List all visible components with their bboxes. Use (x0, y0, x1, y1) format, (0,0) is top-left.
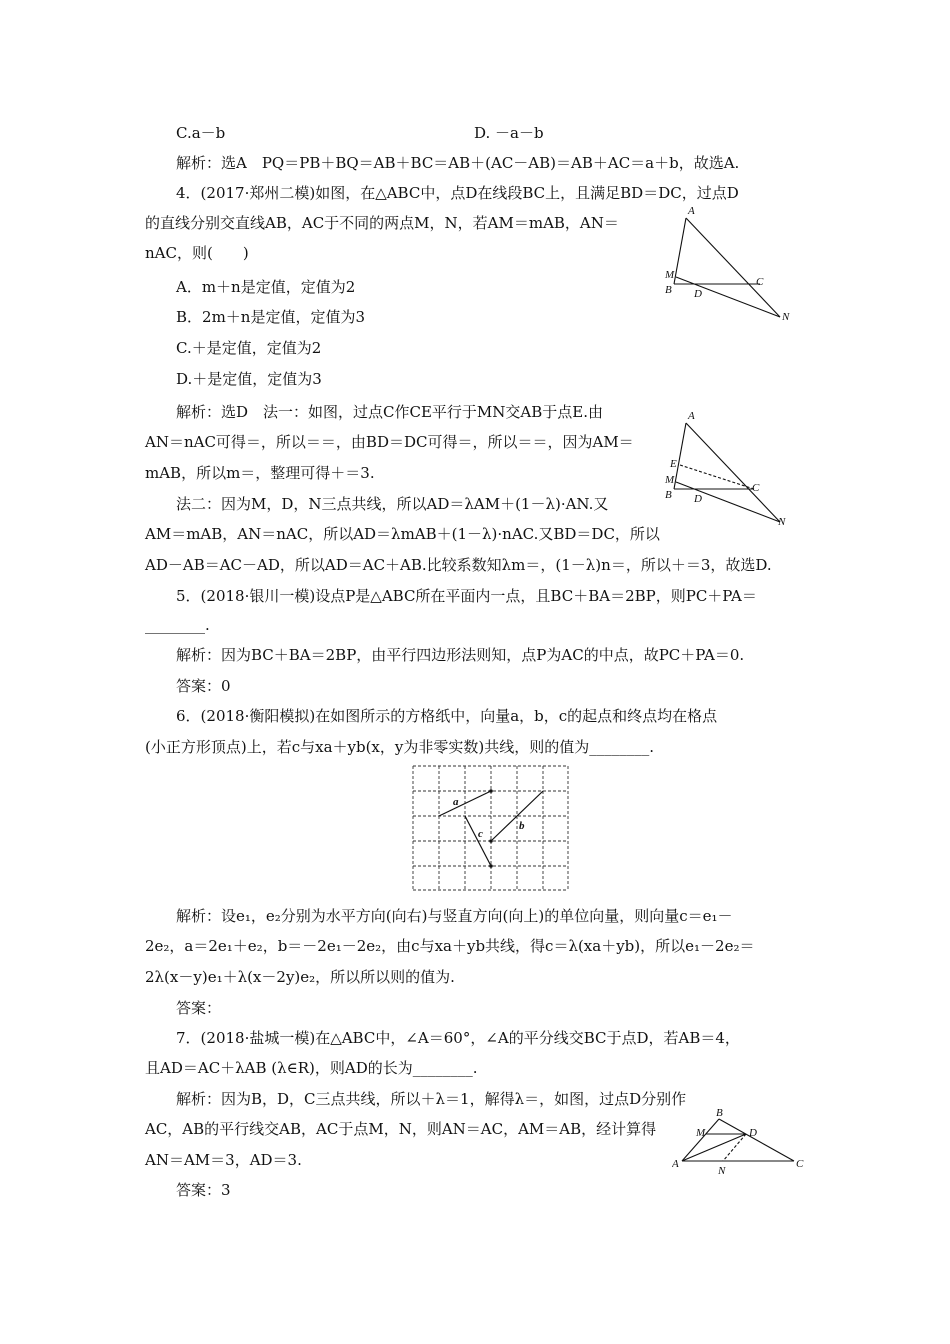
label-c: C (752, 482, 760, 494)
problem-7-line-2: 且AD＝AC＋λAB (λ∈R)，则AD的长为________. (145, 1059, 478, 1077)
label-a: A (688, 410, 695, 422)
solution-6-line-1: 解析：设e₁，e₂分别为水平方向(向右)与竖直方向(向上)的单位向量，则向量c＝e₁－ (176, 907, 733, 925)
answer-6-line: 答案： (176, 999, 222, 1017)
solution-3-line: 解析：选A PQ＝PB＋BQ＝AB＋BC＝AB＋(AC－AB)＝AB＋AC＝a＋b，故选A. (176, 154, 740, 172)
grid-lines (413, 766, 568, 890)
solution-6-line-3: 2λ(x－y)e₁＋λ(x－2y)e₂，所以所以则的值为. (145, 968, 455, 986)
problem-4-line-3: nAC，则( ) (145, 244, 249, 262)
label-m: M (665, 269, 675, 281)
label-e: E (670, 458, 677, 470)
problem-6-line-1: 6．(2018·衡阳模拟)在如图所示的方格纸中，向量a，b，c的起点和终点均在格点 (176, 707, 718, 725)
solution-4-line-4: 法二：因为M，D，N三点共线，所以AD＝λAM＋(1－λ)·AN.又 (176, 495, 609, 513)
option-d-line: D. －a－b (474, 124, 544, 142)
solution-7-line-3: AN＝AM＝3，AD＝3. (145, 1151, 302, 1169)
label-n: N (718, 1165, 726, 1177)
label-n: N (782, 311, 790, 323)
solution-5-line: 解析：因为BC＋BA＝2BP，由平行四边形法则知，点P为AC的中点，故PC＋PA＝0. (176, 646, 745, 664)
label-m: M (665, 474, 675, 486)
solution-4-line-2: AN＝nAC可得＝，所以＝＝，由BD＝DC可得＝，所以＝＝，因为AM＝ (145, 433, 634, 451)
segment-ce-dashed (680, 465, 754, 489)
segment-ab (682, 1119, 719, 1161)
solution-4-line-5: AM＝mAB，AN＝nAC，所以AD＝λmAB＋(1－λ)·nAC.又BD＝DC，所以 (145, 525, 660, 543)
label-a: a (453, 796, 459, 808)
solution-7-line-2: AC，AB的平行线交AB，AC于点M，N，则AN＝AC，AM＝AB，经计算得 (145, 1120, 657, 1138)
label-d: D (694, 288, 702, 300)
segment-dn-dashed (723, 1134, 746, 1161)
segment-ad (682, 1134, 746, 1161)
label-c: C (796, 1158, 804, 1170)
triangle-figure-solution-4 (660, 405, 800, 530)
problem-5-line-2: ________. (145, 616, 210, 634)
segment-bc (719, 1119, 794, 1161)
label-a: A (688, 205, 695, 217)
problem-5-line-1: 5．(2018·银川一模)设点P是△ABC所在平面内一点，且BC＋BA＝2BP，则PC＋PA＝ (176, 587, 757, 605)
label-c: c (478, 828, 483, 840)
solution-4-line-1: 解析：选D 法一：如图，过点C作CE平行于MN交AB于点E.由 (176, 403, 603, 421)
label-c: C (756, 276, 764, 288)
segment-ab (674, 218, 686, 284)
label-d: D (749, 1127, 757, 1139)
solution-4-line-3: mAB，所以m＝，整理可得＋＝3. (145, 464, 375, 482)
problem-4-option-a: A．m＋n是定值，定值为2 (176, 278, 356, 296)
problem-4-option-b: B．2m＋n是定值，定值为3 (176, 308, 365, 326)
segment-mn (676, 277, 780, 317)
triangle-figure-problem-7 (672, 1105, 812, 1185)
label-b: b (519, 820, 525, 832)
problem-7-line-1: 7．(2018·盐城一模)在△ABC中，∠A＝60°，∠A的平分线交BC于点D，若AB＝4， (176, 1029, 740, 1047)
label-a: A (672, 1158, 679, 1170)
solution-4-line-6: AD－AB＝AC－AD，所以AD＝AC＋AB.比较系数知λm＝，(1－λ)n＝，所以＋＝3，故选D. (145, 556, 772, 574)
label-m: M (696, 1127, 706, 1139)
label-d: D (694, 493, 702, 505)
label-n: N (778, 516, 786, 528)
solution-7-line-1: 解析：因为B，D，C三点共线，所以＋λ＝1，解得λ＝，如图，过点D分别作 (176, 1090, 687, 1108)
vector-b-head (489, 839, 493, 843)
segment-an (686, 218, 780, 317)
label-b: B (716, 1107, 723, 1119)
grid-vectors-figure (412, 765, 570, 892)
problem-4-line-1: 4．(2017·郑州二模)如图，在△ABC中，点D在线段BC上，且满足BD＝DC，过点D (176, 184, 739, 202)
segment-an (686, 423, 780, 522)
problem-4-line-2: 的直线分别交直线AB，AC于不同的两点M，N，若AM＝mAB，AN＝ (145, 214, 619, 232)
label-b: B (665, 489, 672, 501)
problem-4-option-c: C.＋是定值，定值为2 (176, 339, 322, 357)
vector-a-head (489, 789, 493, 793)
triangle-figure-problem-4 (660, 200, 800, 325)
problem-6-line-2: (小正方形顶点)上，若c与xa＋yb(x，y为非零实数)共线，则的值为________. (145, 738, 654, 756)
label-b: B (665, 284, 672, 296)
problem-4-option-d: D.＋是定值，定值为3 (176, 370, 322, 388)
answer-5-line: 答案：0 (176, 677, 231, 695)
answer-7-line: 答案：3 (176, 1181, 231, 1199)
solution-6-line-2: 2e₂，a＝2e₁＋e₂，b＝－2e₁－2e₂，由c与xa＋yb共线，得c＝λ(xa＋yb)，所以e₁－2e₂＝ (145, 937, 755, 955)
vector-c-head (489, 864, 493, 868)
segment-ab (674, 423, 686, 489)
segment-mn (676, 482, 780, 522)
option-c-line: C.a－b (176, 124, 226, 142)
